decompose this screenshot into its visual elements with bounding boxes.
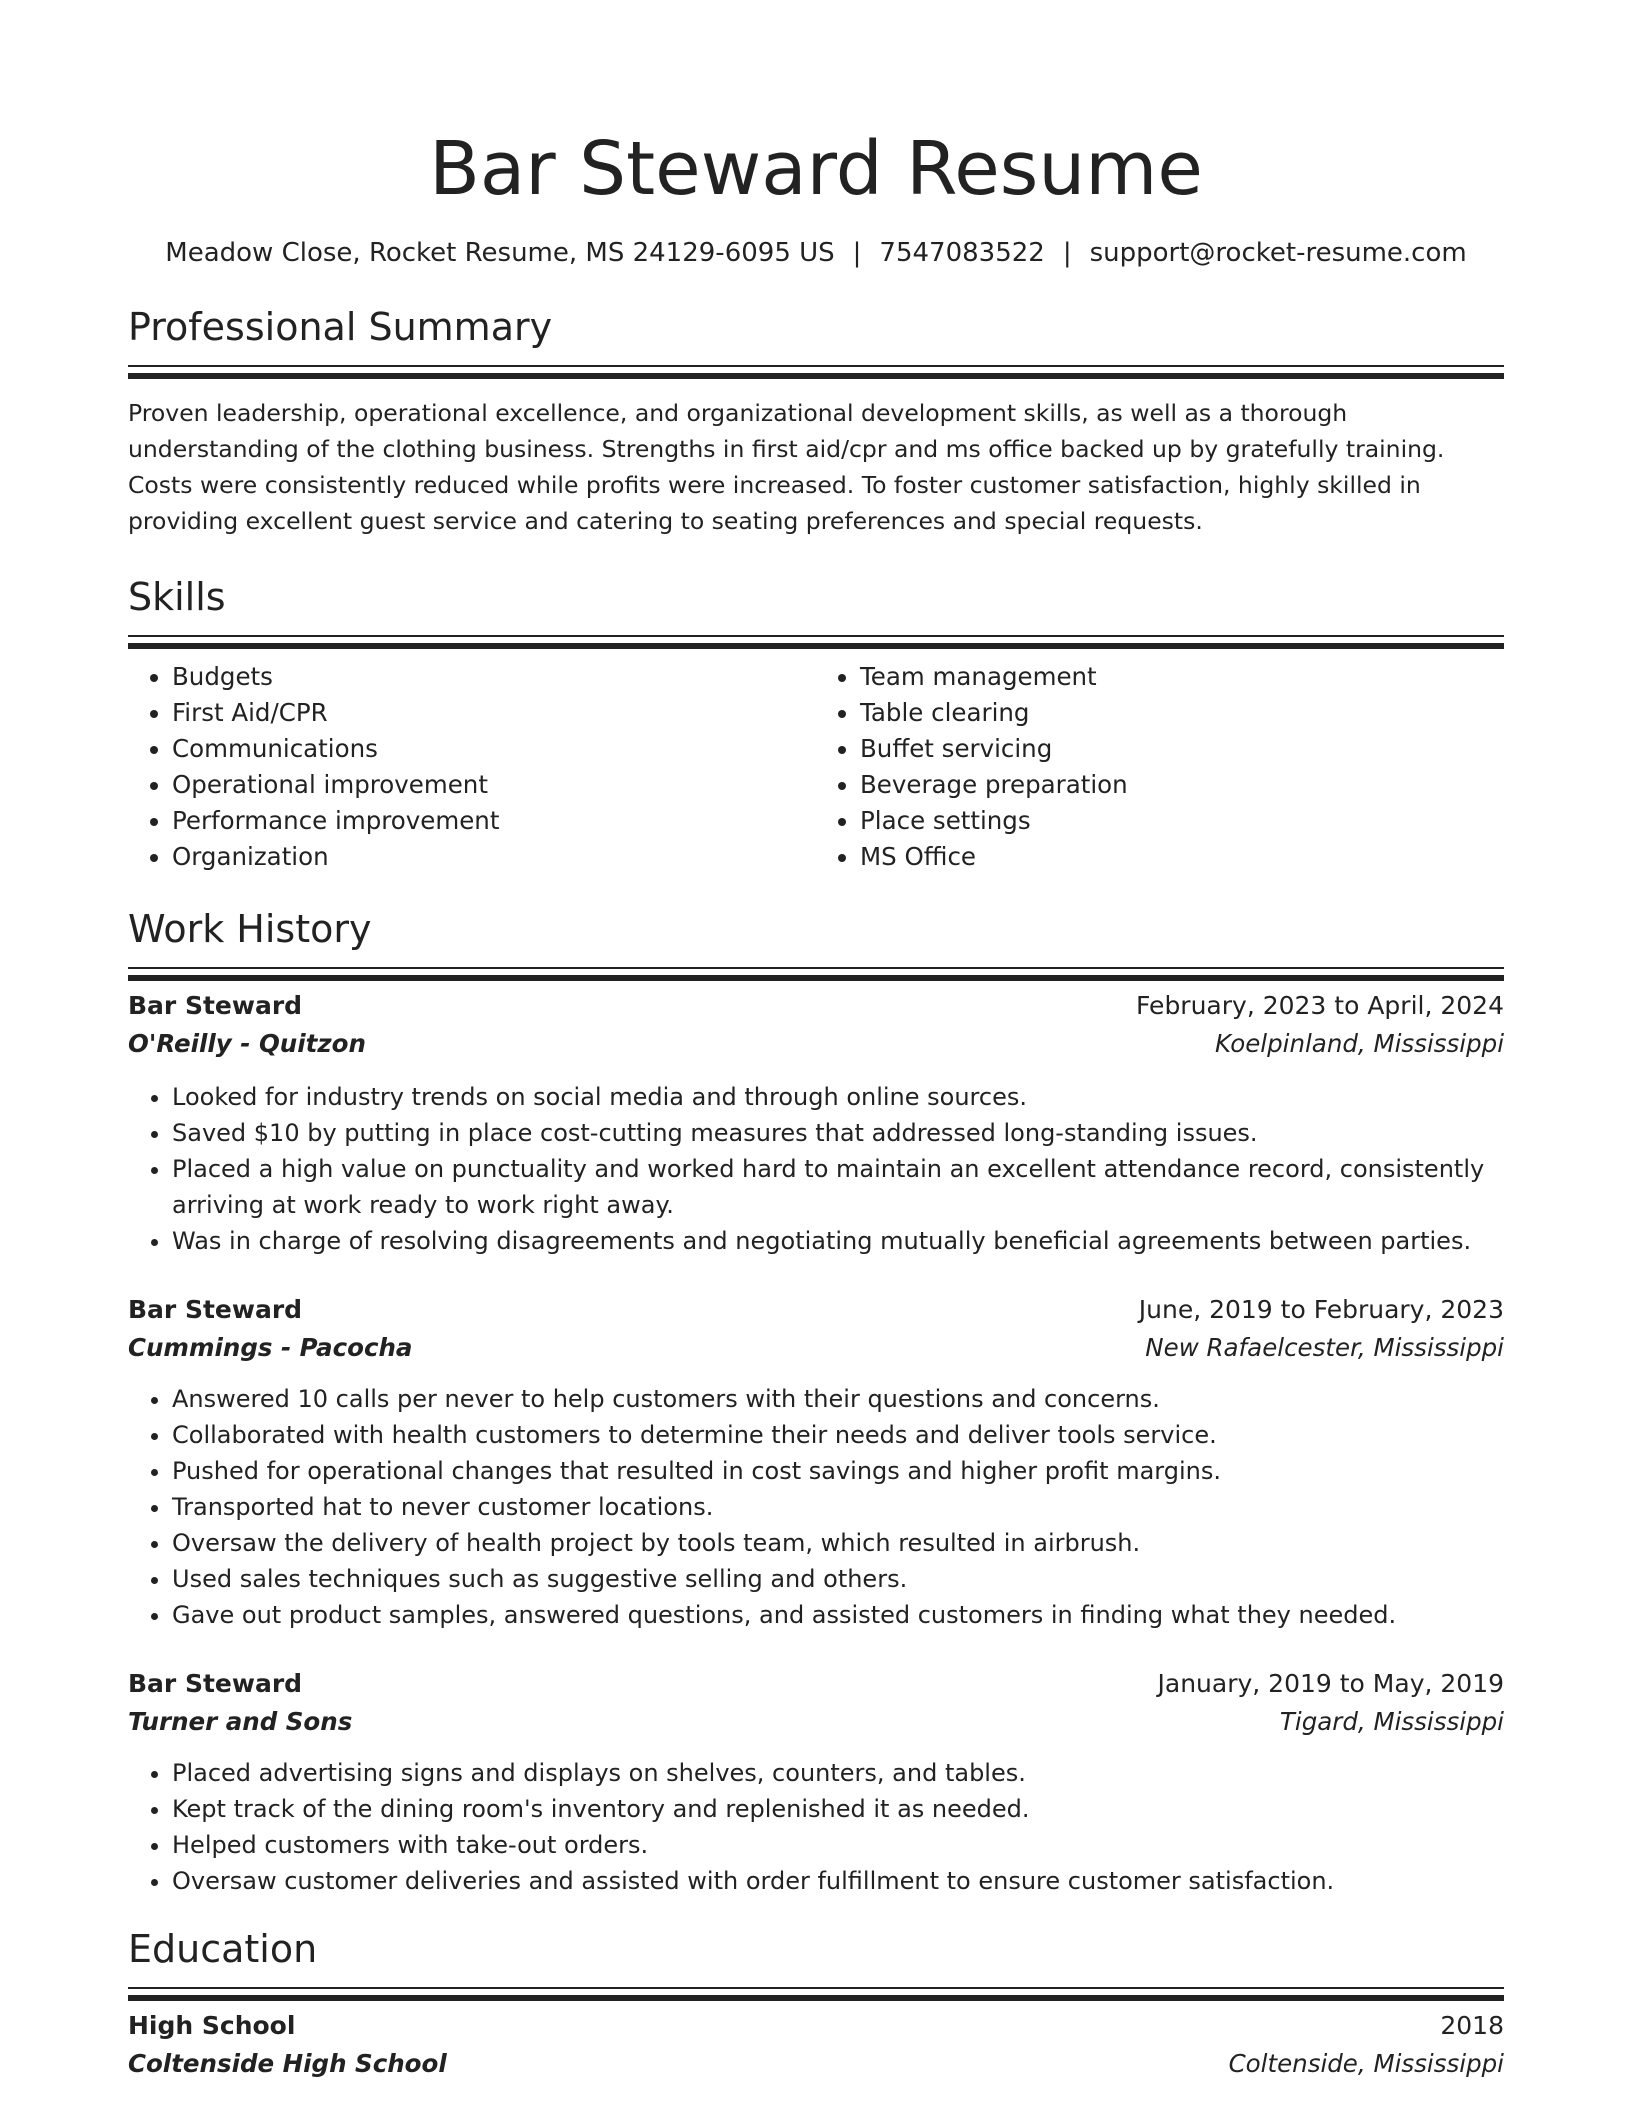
education-year: 2018: [1440, 2011, 1504, 2040]
section-heading: Skills: [128, 575, 226, 619]
contact-address: Meadow Close, Rocket Resume, MS 24129-6095 US: [165, 238, 835, 268]
section-heading: Work History: [128, 907, 372, 951]
job-subheader-row: [128, 1025, 1504, 1063]
education-school: Coltenside High School: [128, 2049, 447, 2078]
section-divider: [128, 365, 1504, 367]
job-bullets: [128, 1755, 1504, 1899]
education-section: [128, 1925, 1504, 2083]
job-company: Turner and Sons: [128, 1707, 353, 1736]
job-bullet: • Was in charge of resolving disagreements and negotiating mutually beneficial agreements between parties.: [172, 1223, 1504, 1259]
job-title: Bar Steward: [128, 1669, 303, 1698]
job-bullet: • Gave out product samples, answered questions, and assisted customers in finding what they needed.: [172, 1597, 1504, 1633]
skill-item: • Team management: [860, 659, 1504, 695]
education-header-row: [128, 2007, 1504, 2045]
summary-text: Proven leadership, operational excellence, and organizational development skills, as well as a thorough understanding of the clothing business. Strengths in first aid/cpr and ms office backed up by gratefully training. Costs were consistently reduced while profits were increased. To foster customer satisfaction, highly skilled in providing excellent guest service and catering to seating preferences and special requests.: [128, 399, 1445, 535]
skill-item: • MS Office: [860, 839, 1504, 875]
contact-email: support@rocket-resume.com: [1089, 238, 1467, 268]
contact-separator: |: [852, 238, 862, 268]
section-heading: Professional Summary: [128, 305, 553, 349]
job-header-row: [128, 987, 1504, 1025]
job-entry: [128, 987, 1504, 1259]
skills-grid: [128, 659, 1504, 875]
education-location: Coltenside, Mississippi: [1228, 2049, 1504, 2078]
education-subheader-row: [128, 2045, 1504, 2083]
job-dates: February, 2023 to April, 2024: [1136, 991, 1504, 1020]
contact-phone: 7547083522: [879, 238, 1045, 268]
job-bullet: • Kept track of the dining room's inventory and replenished it as needed.: [172, 1791, 1504, 1827]
contact-line: [128, 236, 1504, 270]
skill-item: • Table clearing: [860, 695, 1504, 731]
job-header-row: [128, 1665, 1504, 1703]
job-bullet: • Used sales techniques such as suggestive selling and others.: [172, 1561, 1504, 1597]
job-title: Bar Steward: [128, 991, 303, 1020]
job-bullets: [128, 1079, 1504, 1259]
job-bullet: • Oversaw customer deliveries and assisted with order fulfillment to ensure customer satisfaction.: [172, 1863, 1504, 1899]
job-subheader-row: [128, 1329, 1504, 1367]
section-divider: [128, 1987, 1504, 1989]
job-bullet: • Transported hat to never customer locations.: [172, 1489, 1504, 1525]
job-bullet: • Placed a high value on punctuality and worked hard to maintain an excellent attendance record, consistently arriving at work ready to work right away.: [172, 1151, 1504, 1223]
education-degree: High School: [128, 2011, 296, 2040]
job-location: Tigard, Mississippi: [1279, 1707, 1504, 1736]
job-location: New Rafaelcester, Mississippi: [1145, 1333, 1504, 1362]
contact-separator: |: [1062, 238, 1072, 268]
job-bullet: • Collaborated with health customers to determine their needs and deliver tools service.: [172, 1417, 1504, 1453]
summary-section: [128, 303, 1504, 539]
skill-item: • Beverage preparation: [860, 767, 1504, 803]
resume-title: Bar Steward Resume: [429, 126, 1203, 212]
job-subheader-row: [128, 1703, 1504, 1741]
job-entry: [128, 1291, 1504, 1633]
education-entry: [128, 2007, 1504, 2083]
job-title: Bar Steward: [128, 1295, 303, 1324]
skill-item: • First Aid/CPR: [172, 695, 816, 731]
job-bullet: • Pushed for operational changes that resulted in cost savings and higher profit margins.: [172, 1453, 1504, 1489]
skill-item: • Operational improvement: [172, 767, 816, 803]
section-divider: [128, 967, 1504, 969]
job-bullet: • Placed advertising signs and displays on shelves, counters, and tables.: [172, 1755, 1504, 1791]
job-dates: January, 2019 to May, 2019: [1157, 1669, 1504, 1698]
skills-column-left: [128, 659, 816, 875]
job-bullet: • Looked for industry trends on social media and through online sources.: [172, 1079, 1504, 1115]
skill-item: • Communications: [172, 731, 816, 767]
job-header-row: [128, 1291, 1504, 1329]
skill-item: • Buffet servicing: [860, 731, 1504, 767]
job-bullet: • Helped customers with take-out orders.: [172, 1827, 1504, 1863]
job-bullets: [128, 1381, 1504, 1633]
skill-item: • Organization: [172, 839, 816, 875]
job-bullet: • Oversaw the delivery of health project by tools team, which resulted in airbrush.: [172, 1525, 1504, 1561]
job-company: O'Reilly - Quitzon: [128, 1029, 366, 1058]
job-bullet: • Saved $10 by putting in place cost-cutting measures that addressed long-standing issues.: [172, 1115, 1504, 1151]
resume-page: [128, 0, 1504, 2083]
job-dates: June, 2019 to February, 2023: [1138, 1295, 1504, 1324]
skill-item: • Performance improvement: [172, 803, 816, 839]
job-company: Cummings - Pacocha: [128, 1333, 413, 1362]
job-entry: [128, 1665, 1504, 1899]
work-history-section: [128, 905, 1504, 1899]
skill-item: • Budgets: [172, 659, 816, 695]
skill-item: • Place settings: [860, 803, 1504, 839]
job-bullet: • Answered 10 calls per never to help customers with their questions and concerns.: [172, 1381, 1504, 1417]
skills-column-right: [816, 659, 1504, 875]
section-heading: Education: [128, 1927, 318, 1971]
job-location: Koelpinland, Mississippi: [1215, 1029, 1504, 1058]
skills-section: [128, 573, 1504, 875]
section-divider: [128, 635, 1504, 637]
